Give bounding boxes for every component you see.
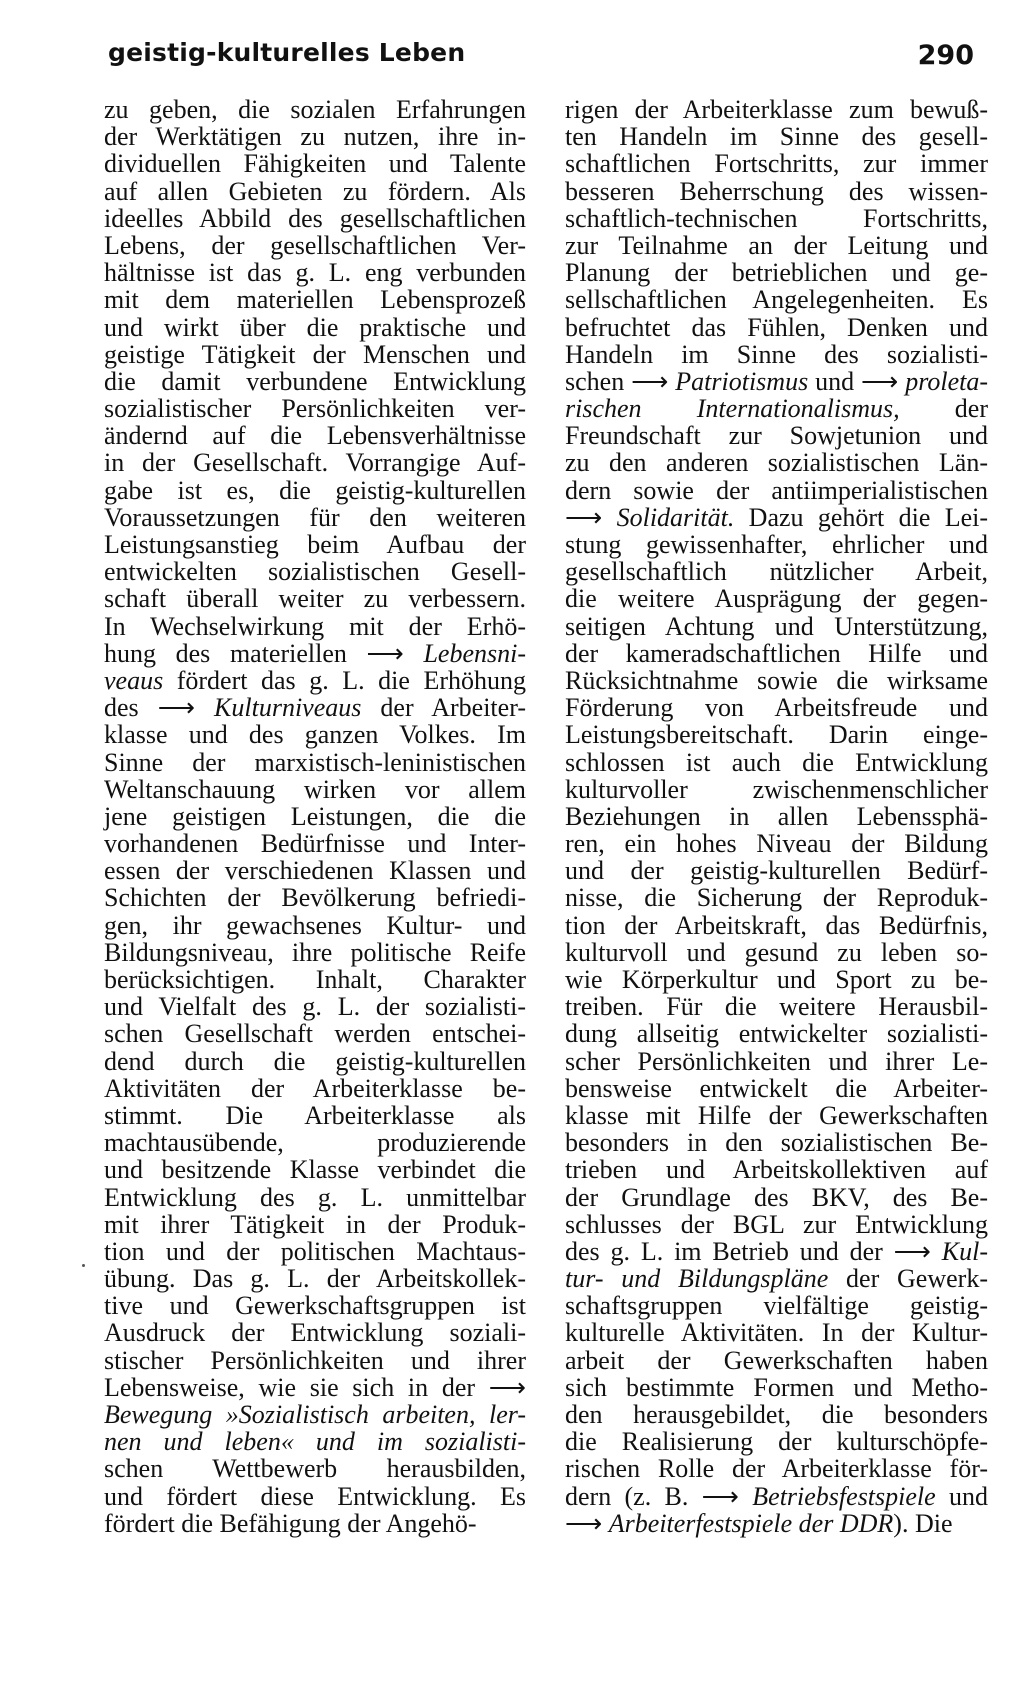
text-line: berücksichtigen. Inhalt, Charakter xyxy=(104,965,526,994)
text-line: Leistungsanstieg beim Aufbau der xyxy=(104,530,526,559)
text-line: ideelles Abbild des gesellschaftlichen xyxy=(104,203,526,233)
text-line: dung allseitig entwickelter sozialisti- xyxy=(565,1019,988,1049)
text-line: seitigen Achtung und Unterstützung, xyxy=(565,611,988,641)
text-line: schen Gesellschaft werden entschei- xyxy=(104,1019,526,1049)
text-line: klasse mit Hilfe der Gewerkschaften xyxy=(565,1100,988,1130)
text-line: tion und der politischen Machtaus- xyxy=(104,1236,526,1266)
text-line: schaftsgruppen vielfältige geistig- xyxy=(565,1291,988,1321)
text-line: kulturvoller zwischenmenschlicher xyxy=(565,774,988,804)
text-line: die weitere Ausprägung der gegen- xyxy=(565,584,988,614)
text-line: Sinne der marxistisch-leninistischen xyxy=(104,747,526,777)
text-line: die damit verbundene Entwicklung xyxy=(104,366,526,396)
text-line: Handeln im Sinne des sozialisti- xyxy=(565,339,988,369)
text-line: ⟶ Arbeiterfestspiele der DDR). Die xyxy=(565,1508,953,1538)
text-line: zur Teilnahme an der Leitung und xyxy=(565,230,988,260)
text-line: ten Handeln im Sinne des gesell- xyxy=(565,122,988,152)
text-line: besseren Beherrschung des wissen- xyxy=(565,176,988,206)
text-line: geistige Tätigkeit der Menschen und xyxy=(104,339,526,369)
text-line: der Werktätigen zu nutzen, ihre in- xyxy=(104,122,526,152)
text-line: der Grundlage des BKV, des Be- xyxy=(565,1182,988,1212)
text-line: kulturelle Aktivitäten. In der Kultur- xyxy=(565,1318,988,1348)
text-line: Ausdruck der Entwicklung soziali- xyxy=(104,1318,526,1348)
text-line: ⟶ Solidarität. Dazu gehört die Lei- xyxy=(565,502,988,532)
text-line: schlossen ist auch die Entwicklung xyxy=(565,747,988,777)
text-line: mit dem materiellen Lebensprozeß xyxy=(104,285,526,315)
text-line: der kameradschaftlichen Hilfe und xyxy=(565,638,988,668)
text-line: sich bestimmte Formen und Metho- xyxy=(565,1372,988,1402)
text-line: vorhandenen Bedürfnisse und Inter- xyxy=(104,829,526,859)
text-line: schen Wettbewerb herausbilden, xyxy=(104,1454,526,1484)
text-line: und wirkt über die praktische und xyxy=(104,312,526,342)
text-line: arbeit der Gewerkschaften haben xyxy=(565,1345,988,1375)
text-line: Leistungsbereitschaft. Darin einge- xyxy=(565,720,988,750)
text-line: schaft überall weiter zu verbessern. xyxy=(104,584,526,614)
text-line: tive und Gewerkschaftsgruppen ist xyxy=(104,1291,526,1321)
text-line: schaftlich-technischen Fortschritts, xyxy=(565,203,988,233)
text-line: scher Persönlichkeiten und ihrer Le- xyxy=(565,1046,988,1076)
text-line: in der Gesellschaft. Vorrangige Auf- xyxy=(104,448,526,478)
running-head-title: geistig-kulturelles Leben xyxy=(108,38,466,67)
text-line: gesellschaftlich nützlicher Arbeit, xyxy=(565,557,988,587)
text-line: treiben. Für die weitere Herausbil- xyxy=(565,992,988,1022)
text-line: ändernd auf die Lebensverhältnisse xyxy=(104,421,526,451)
text-line: sozialistischer Persönlichkeiten ver- xyxy=(104,394,526,424)
text-line: Freundschaft zur Sowjetunion und xyxy=(565,421,988,451)
text-line: übung. Das g. L. der Arbeitskollek- xyxy=(104,1264,526,1294)
print-speck xyxy=(82,1264,85,1267)
text-line: essen der verschiedenen Klassen und xyxy=(104,856,526,886)
text-line: machtausübende, produzierende xyxy=(104,1128,526,1158)
text-line: nisse, die Sicherung der Reproduk- xyxy=(565,883,988,913)
text-line: Bewegung »Sozialistisch arbeiten, ler- xyxy=(104,1400,526,1429)
text-line: gen, ihr gewachsenes Kultur- und xyxy=(104,910,526,940)
text-line: gabe ist es, die geistig-kulturellen xyxy=(104,475,526,505)
text-line: und Vielfalt des g. L. der sozialisti- xyxy=(104,992,526,1022)
text-line: und besitzende Klasse verbindet die xyxy=(104,1155,526,1185)
text-line: auf allen Gebieten zu fördern. Als xyxy=(104,176,526,206)
text-line: schaftlichen Fortschritts, zur immer xyxy=(565,149,988,179)
text-line: die Realisierung der kulturschöpfe- xyxy=(565,1427,988,1457)
page-header xyxy=(108,38,974,78)
text-line: stimmt. Die Arbeiterklasse als xyxy=(104,1100,526,1130)
text-line: Voraussetzungen für den weiteren xyxy=(104,502,526,532)
text-line: Lebensweise, wie sie sich in der ⟶ xyxy=(104,1372,526,1402)
text-line: Förderung von Arbeitsfreude und xyxy=(565,693,988,723)
text-line: trieben und Arbeitskollektiven auf xyxy=(565,1155,988,1185)
text-line: schen ⟶ Patriotismus und ⟶ proleta- xyxy=(565,366,988,396)
text-line: und fördert diese Entwicklung. Es xyxy=(104,1481,526,1511)
text-line: sellschaftlichen Angelegenheiten. Es xyxy=(565,285,988,315)
text-line: den herausgebildet, die besonders xyxy=(565,1400,988,1429)
text-line: Aktivitäten der Arbeiterklasse be- xyxy=(104,1073,526,1103)
text-line: Entwicklung des g. L. unmittelbar xyxy=(104,1182,526,1212)
text-line: ren, ein hohes Niveau der Bildung xyxy=(565,829,988,859)
text-line: des ⟶ Kulturniveaus der Arbeiter- xyxy=(104,693,526,723)
text-line: befruchtet das Fühlen, Denken und xyxy=(565,312,988,342)
text-line: tion der Arbeitskraft, das Bedürfnis, xyxy=(565,910,988,940)
text-line: hung des materiellen ⟶ Lebensni- xyxy=(104,638,526,668)
text-line: tur- und Bildungspläne der Gewerk- xyxy=(565,1264,988,1294)
text-line: zu den anderen sozialistischen Län- xyxy=(565,448,988,478)
text-line: Bildungsniveau, ihre politische Reife xyxy=(104,937,526,967)
left-text-column xyxy=(104,96,526,1537)
text-line: klasse und des ganzen Volkes. Im xyxy=(104,720,526,750)
text-line: Lebens, der gesellschaftlichen Ver- xyxy=(104,230,526,260)
text-line: veaus fördert das g. L. die Erhöhung xyxy=(104,665,526,695)
text-line: rischen Rolle der Arbeiterklasse för- xyxy=(565,1454,988,1484)
text-line: Schichten der Bevölkerung befriedi- xyxy=(104,883,526,913)
text-line: und der geistig-kulturellen Bedürf- xyxy=(565,856,988,886)
text-line: besonders in den sozialistischen Be- xyxy=(565,1128,988,1158)
text-line: rischen Internationalismus, der xyxy=(565,394,988,424)
text-line: dend durch die geistig-kulturellen xyxy=(104,1046,526,1076)
text-line: des g. L. im Betrieb und der ⟶ Kul- xyxy=(565,1236,988,1266)
text-line: nen und leben« und im sozialisti- xyxy=(104,1427,526,1457)
text-line: In Wechselwirkung mit der Erhö- xyxy=(104,611,526,641)
text-line: entwickelten sozialistischen Gesell- xyxy=(104,557,526,587)
text-line: jene geistigen Leistungen, die die xyxy=(104,801,526,831)
text-line: rigen der Arbeiterklasse zum bewuß- xyxy=(565,95,988,124)
text-line: hältnisse ist das g. L. eng verbunden xyxy=(104,258,526,288)
text-line: dividuellen Fähigkeiten und Talente xyxy=(104,149,526,179)
text-line: dern sowie der antiimperialistischen xyxy=(565,475,988,505)
text-line: schlusses der BGL zur Entwicklung xyxy=(565,1209,988,1239)
right-text-column xyxy=(565,96,988,1537)
text-line: fördert die Befähigung der Angehö- xyxy=(104,1508,477,1538)
text-line: Weltanschauung wirken vor allem xyxy=(104,774,526,804)
text-line: stischer Persönlichkeiten und ihrer xyxy=(104,1345,526,1375)
text-line: wie Körperkultur und Sport zu be- xyxy=(565,965,988,994)
text-line: Planung der betrieblichen und ge- xyxy=(565,258,988,288)
text-line: Beziehungen in allen Lebenssphä- xyxy=(565,801,988,831)
page-number: 290 xyxy=(917,40,974,71)
text-line: mit ihrer Tätigkeit in der Produk- xyxy=(104,1209,526,1239)
text-line: dern (z. B. ⟶ Betriebsfestspiele und xyxy=(565,1481,989,1511)
text-line: kulturvoll und gesund zu leben so- xyxy=(565,937,988,967)
text-line: bensweise entwickelt die Arbeiter- xyxy=(565,1073,988,1103)
text-line: zu geben, die sozialen Erfahrungen xyxy=(104,95,526,124)
text-line: stung gewissenhafter, ehrlicher und xyxy=(565,530,988,559)
text-line: Rücksichtnahme sowie die wirksame xyxy=(565,665,988,695)
